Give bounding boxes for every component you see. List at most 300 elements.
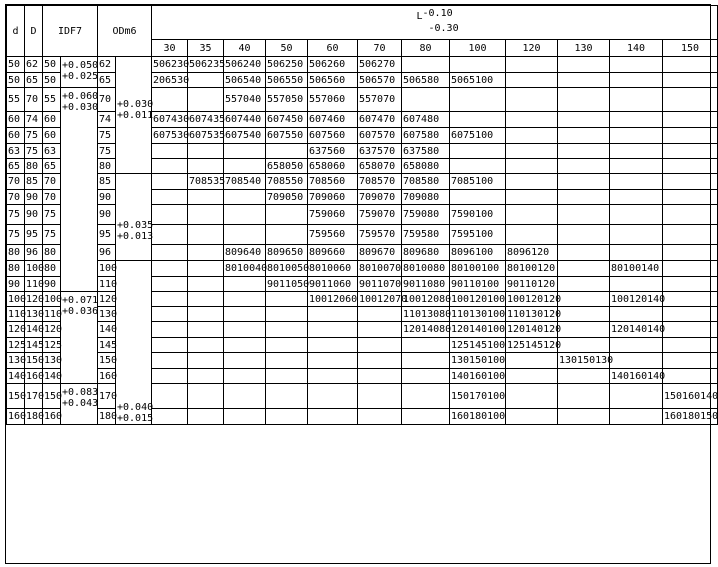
part-code-L40 [224,409,266,425]
idf7-tolerance [61,57,98,88]
part-code-L60 [308,369,358,384]
cell-idf7: 60 [43,128,61,144]
part-code-L100 [450,144,506,159]
part-code-L80: 708580 [402,174,450,190]
table-row [7,307,718,322]
cell-D: 62 [25,57,43,73]
part-code-L30: 506230 [152,57,188,73]
part-code-L140 [610,338,663,353]
part-code-L60: 506560 [308,73,358,88]
idf7-tol-lower: +0.030 [62,102,99,113]
part-code-L40: 809640 [224,245,266,261]
cell-odm6: 65 [98,73,116,88]
part-code-L80: 8010080 [402,261,450,277]
part-code-L60: 759060 [308,205,358,225]
part-code-L140: 120140140 [610,322,663,338]
cell-d: 110 [8,308,27,320]
part-code-L140 [610,144,663,159]
part-code-L80: 12014080 [402,322,450,338]
cell-idf7: 55 [43,88,61,112]
idf7-tol-lower: +0.043 [62,398,99,409]
part-code-L30 [152,369,188,384]
idf7-tol-lower: +0.036 [62,306,99,317]
part-code-L30: 206530 [153,74,190,86]
idf7-tol-upper: +0.050 [62,60,99,71]
table-row [7,112,718,128]
part-code-L150 [663,369,718,384]
cell-odm6: 120 [99,293,118,305]
part-code-L120: 90110120 [506,277,558,292]
part-code-L70: 8010070 [358,261,402,277]
part-code-L50: 506250 [266,57,308,73]
part-code-L120 [506,159,558,174]
table-row [7,159,718,174]
odm6-tolerance [116,57,152,174]
cell-D: 160 [26,370,45,382]
cell-D: 90 [25,190,43,205]
cell-D: 96 [25,245,43,261]
part-code-L120 [506,112,558,128]
part-code-L140 [610,73,663,88]
part-code-L30 [152,88,188,112]
cell-d: 160 [7,409,25,425]
cell-idf7: 100 [44,293,63,305]
cell-idf7: 90 [43,277,61,292]
part-code-L35 [188,159,224,174]
cell-d: 120 [7,322,25,338]
part-code-L35 [188,353,224,369]
part-code-L35 [188,338,224,353]
part-code-L40 [224,205,266,225]
part-code-L120: 110130120 [507,308,562,320]
part-code-L70 [358,384,402,409]
part-code-L120 [506,384,558,409]
cell-d: 50 [7,73,25,88]
part-code-L80 [402,369,450,384]
header-D: D [25,6,43,57]
part-code-L130 [558,409,610,425]
part-code-L80: 759080 [402,205,450,225]
part-code-L120 [506,57,558,73]
header-length-35: 35 [188,40,224,57]
part-code-L100: 100120100 [451,293,506,305]
part-code-L120 [506,144,558,159]
part-code-L50: 9011050 [267,278,310,290]
header-length-130: 130 [558,40,610,57]
part-code-L80 [402,57,450,73]
part-code-L50 [266,409,308,425]
part-code-L50: 506550 [266,73,308,88]
cell-odm6: 150 [98,353,116,369]
part-code-L130 [558,384,610,409]
cell-odm6: 100 [98,261,116,277]
odm6-tol-upper: +0.040 [117,402,154,413]
part-code-L100: 110130100 [451,308,506,320]
part-code-L100: 140160100 [451,370,506,382]
cell-idf7: 80 [43,261,61,277]
part-code-L40: 8010040 [224,261,266,277]
part-code-L50 [266,322,308,338]
part-code-L100 [450,88,506,112]
table-row [7,277,718,292]
part-code-L40: 708540 [224,174,266,190]
part-code-L30 [152,174,188,190]
cell-idf7: 50 [43,57,61,73]
part-code-L50: 607450 [266,112,308,128]
part-code-L150 [663,292,718,307]
idf7-tolerance [61,88,98,292]
cell-odm6: 80 [98,159,116,174]
part-code-L70: 10012070 [359,293,408,305]
part-code-L100: 7595100 [450,225,506,245]
table-row [7,369,718,384]
part-code-L50 [266,307,308,322]
part-code-L70 [358,369,402,384]
odm6-tol-lower: +0.013 [117,231,154,242]
part-code-L70 [358,322,402,338]
idf7-tolerance [61,292,98,384]
part-code-L40 [224,369,266,384]
part-code-L140: 100120140 [611,293,666,305]
part-code-L40 [224,384,266,409]
cell-D: 65 [25,73,43,88]
odm6-tol-upper: +0.035 [117,220,154,231]
cell-idf7: 140 [44,370,63,382]
cell-idf7: 120 [43,322,61,338]
part-code-L35 [188,144,224,159]
cell-odm6: 85 [98,174,116,190]
part-code-L50 [266,369,308,384]
part-code-L30 [152,277,188,292]
part-code-L40 [224,322,266,338]
part-code-L50: 557050 [266,88,308,112]
header-length-120: 120 [506,40,558,57]
part-code-L120 [506,88,558,112]
part-code-L40 [224,159,266,174]
part-code-L140 [610,159,663,174]
part-code-L140 [610,353,663,369]
part-code-L50 [266,292,308,307]
part-code-L130 [558,225,610,245]
header-length [152,6,718,40]
part-code-L35 [188,190,224,205]
cell-d: 75 [7,205,25,225]
part-code-L40: 607540 [224,128,266,144]
cell-d: 150 [7,384,25,409]
part-code-L60 [308,322,358,338]
part-code-L150 [663,190,718,205]
cell-d: 65 [7,159,25,174]
part-code-L60 [308,338,358,353]
part-code-L100 [450,112,506,128]
part-code-L30 [152,307,188,322]
part-code-L40 [224,144,266,159]
part-code-L150 [663,174,718,190]
part-code-L80: 809680 [402,245,450,261]
part-code-L70: 557070 [358,88,402,112]
table-row [7,245,718,261]
part-code-L40 [224,353,266,369]
part-code-L35 [188,292,224,307]
header-length-30: 30 [152,40,188,57]
cell-idf7: 65 [43,159,61,174]
idf7-tol-upper: +0.060 [62,91,99,102]
part-code-L100: 7085100 [450,174,506,190]
part-code-L60: 809660 [308,245,358,261]
part-code-L150 [663,128,718,144]
cell-d: 70 [7,174,25,190]
part-code-L40 [224,277,266,292]
cell-odm6: 180 [98,409,116,425]
part-code-L80: 607480 [402,112,450,128]
part-code-L100: 130150100 [450,353,506,369]
part-code-L150 [663,73,718,88]
part-code-L120 [506,73,558,88]
part-code-L120: 80100120 [506,261,558,277]
part-code-L150 [663,159,718,174]
length-symbol: L [416,10,423,22]
part-code-L100: 150170100 [450,384,506,409]
part-code-L140 [610,307,663,322]
part-code-L120 [506,128,558,144]
length-tolerance-label [411,7,459,35]
part-code-L60: 708560 [308,174,358,190]
part-code-L30 [152,205,188,225]
table-row [7,88,718,112]
part-code-L130 [558,322,610,338]
header-idf7: IDF7 [43,6,98,57]
table-row [7,190,718,205]
part-code-L70: 759070 [358,205,402,225]
cell-D: 70 [25,88,43,112]
cell-D: 80 [25,159,43,174]
header-length-140: 140 [610,40,663,57]
part-code-L70 [358,307,402,322]
part-code-L40: 557040 [224,88,266,112]
table-row [7,225,718,245]
part-code-L35 [188,322,224,338]
cell-idf7: 125 [44,339,63,351]
part-code-L40: 607440 [224,112,266,128]
cell-odm6: 75 [98,128,116,144]
cell-idf7: 110 [44,308,63,320]
header-odm6: ODm6 [98,6,152,57]
part-code-L35 [188,384,224,409]
part-code-L100: 8096100 [450,245,506,261]
part-code-L100 [450,190,506,205]
cell-d: 125 [8,339,27,351]
cell-d: 130 [7,353,25,369]
cell-idf7: 160 [43,409,61,425]
part-code-L70: 709070 [358,190,402,205]
part-code-L30 [152,245,188,261]
part-code-L35 [188,369,224,384]
cell-idf7: 80 [43,245,61,261]
table-row [7,353,718,369]
cell-odm6: 96 [98,245,116,261]
bushing-size-table [6,5,718,425]
part-code-L100: 125145100 [451,339,506,351]
part-code-L35 [188,88,224,112]
part-code-L150 [663,112,718,128]
part-code-L35 [188,261,224,277]
cell-odm6: 160 [99,370,118,382]
part-code-L60: 506260 [308,57,358,73]
table-row [7,261,718,277]
part-code-L130 [558,261,610,277]
part-code-L70: 637570 [358,144,402,159]
part-code-L150 [663,205,718,225]
odm6-tol-lower: +0.011 [117,110,154,121]
part-code-L40 [224,225,266,245]
part-code-L50: 709050 [266,190,308,205]
part-code-L70: 506270 [358,57,402,73]
part-code-L150 [663,322,718,338]
cell-D: 180 [25,409,43,425]
header-length-50: 50 [266,40,308,57]
part-code-L30 [152,225,188,245]
part-code-L70 [358,409,402,425]
part-code-L130 [558,338,610,353]
part-code-L60: 10012060 [309,293,358,305]
table-row [7,338,718,353]
part-code-L130 [558,88,610,112]
part-code-L120: 120140120 [506,322,558,338]
part-code-L50: 8010050 [266,261,308,277]
part-code-L60: 658060 [308,159,358,174]
header-length-60: 60 [308,40,358,57]
table-row [7,174,718,190]
part-code-L150 [663,307,718,322]
part-code-L150 [663,245,718,261]
odm6-tol-lower: +0.015 [117,413,154,424]
idf7-tolerance [61,384,98,425]
part-code-L30 [152,190,188,205]
part-code-L100: 160180100 [450,409,506,425]
part-code-L60 [308,409,358,425]
odm6-tolerance [116,261,152,425]
table-row [7,322,718,338]
part-code-L60: 637560 [308,144,358,159]
table-row [7,205,718,225]
cell-idf7: 60 [43,112,61,128]
header-length-150: 150 [663,40,718,57]
part-code-L140 [610,128,663,144]
part-code-L120 [506,409,558,425]
part-code-L100 [450,159,506,174]
part-code-L150 [663,277,718,292]
cell-odm6: 95 [98,225,116,245]
part-code-L100 [450,57,506,73]
part-code-L30 [152,292,188,307]
part-code-L35 [188,205,224,225]
part-code-L130: 130150130 [558,353,610,369]
part-code-L150: 150160140 [663,384,718,409]
part-code-L50: 708550 [266,174,308,190]
cell-d: 80 [7,261,25,277]
part-code-L140 [610,225,663,245]
cell-d: 63 [7,144,25,159]
odm6-tol-upper: +0.030 [117,99,154,110]
cell-odm6: 145 [99,339,118,351]
cell-D: 110 [26,278,45,290]
cell-odm6: 74 [98,112,116,128]
table-row [7,409,718,425]
table-row [7,73,718,88]
part-code-L130 [558,277,610,292]
header-length-80: 80 [402,40,450,57]
part-code-L60 [308,307,358,322]
part-code-L130 [558,245,610,261]
cell-d: 60 [7,112,25,128]
part-code-L80: 506580 [402,73,450,88]
part-code-L30 [152,322,188,338]
part-code-L70: 607470 [358,112,402,128]
part-code-L35: 607435 [188,112,224,128]
cell-D: 150 [25,353,43,369]
part-code-L35 [188,225,224,245]
bushing-size-table-frame [5,4,718,564]
idf7-tol-lower: +0.025 [62,71,99,82]
cell-D: 90 [25,205,43,225]
part-code-L40 [224,307,266,322]
part-code-L140: 80100140 [610,261,663,277]
part-code-L50: 658050 [266,159,308,174]
part-code-L80 [402,338,450,353]
cell-D: 100 [25,261,43,277]
cell-idf7: 75 [43,225,61,245]
part-code-L50 [266,338,308,353]
part-code-L70: 759570 [358,225,402,245]
part-code-L140 [610,205,663,225]
part-code-L140 [610,384,663,409]
part-code-L80: 709080 [402,190,450,205]
part-code-L30 [152,159,188,174]
cell-odm6: 90 [98,190,116,205]
part-code-L130 [558,190,610,205]
part-code-L140 [610,57,663,73]
part-code-L140 [610,174,663,190]
part-code-L150: 160180150 [663,409,718,425]
header-length-100: 100 [450,40,506,57]
cell-odm6: 110 [99,278,118,290]
part-code-L50: 809650 [266,245,308,261]
cell-odm6: 90 [98,205,116,225]
cell-odm6: 75 [98,144,116,159]
cell-odm6: 70 [98,88,116,112]
cell-D: 145 [26,339,45,351]
part-code-L140: 140160140 [611,370,666,382]
part-code-L70 [358,338,402,353]
idf7-tol-upper: +0.071 [62,295,99,306]
cell-D: 85 [25,174,43,190]
part-code-L100: 7590100 [450,205,506,225]
part-code-L100: 6075100 [450,128,506,144]
cell-d: 50 [7,57,25,73]
part-code-L30 [152,384,188,409]
cell-D: 74 [25,112,43,128]
cell-D: 75 [25,128,43,144]
part-code-L100: 120140100 [450,322,506,338]
part-code-L35: 708535 [188,174,224,190]
table-body [7,57,718,425]
part-code-L40: 506540 [224,73,266,88]
part-code-L70: 708570 [358,174,402,190]
header-length-70: 70 [358,40,402,57]
cell-idf7: 63 [43,144,61,159]
part-code-L30 [152,409,188,425]
length-tol-upper: -0.10 [422,7,453,19]
